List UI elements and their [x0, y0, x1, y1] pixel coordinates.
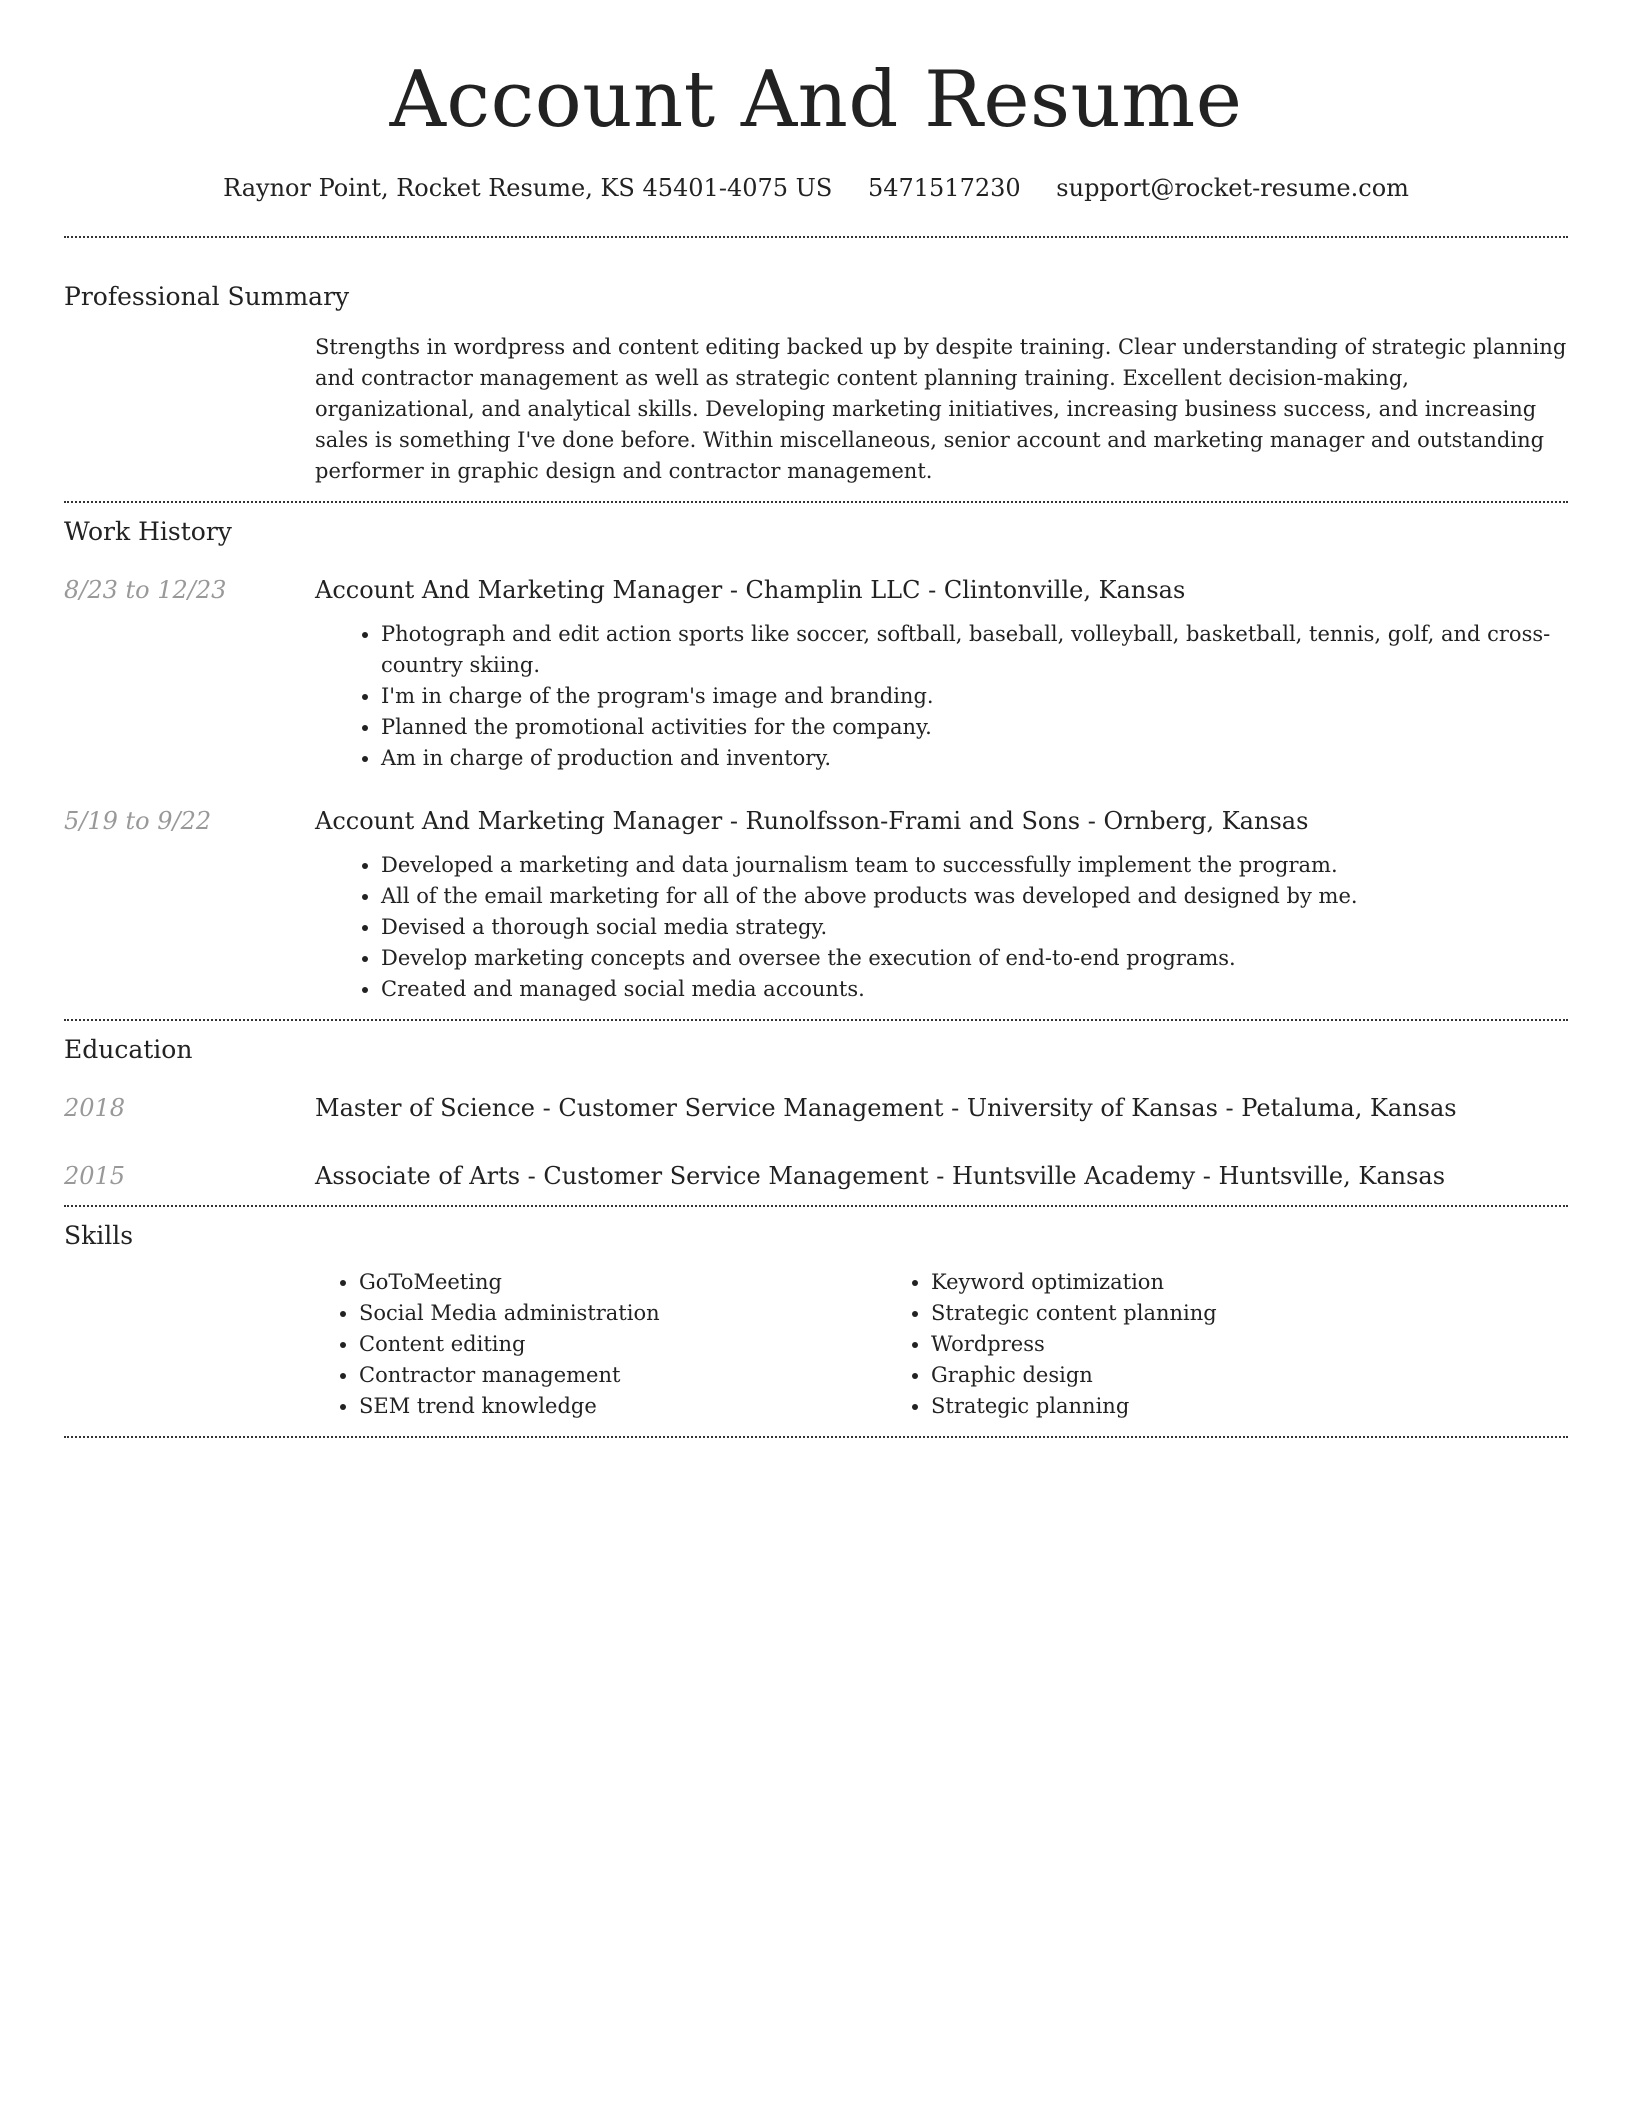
education-title: Education: [64, 1035, 193, 1064]
skill-item: • Contractor management: [359, 1360, 887, 1391]
job-bullet: • Created and managed social media accounts.: [381, 974, 1568, 1005]
job-bullet: • Devised a thorough social media strategy.: [381, 912, 1568, 943]
skill-item: • Strategic content planning: [931, 1298, 1487, 1329]
education-year: 2015: [64, 1162, 126, 1190]
education-degree: Associate of Arts - Customer Service Management: [315, 1162, 929, 1190]
divider: [64, 501, 1568, 503]
job-bullets: [359, 850, 1568, 1005]
contact-line: [64, 170, 1568, 206]
education-entry: [64, 1159, 1568, 1193]
work-history-title: Work History: [64, 517, 232, 546]
skill-item: • Social Media administration: [359, 1298, 887, 1329]
skill-item: • Keyword optimization: [931, 1267, 1487, 1298]
education-heading: [315, 1091, 1457, 1125]
skill-item: • Wordpress: [931, 1329, 1487, 1360]
education-year: 2018: [64, 1094, 126, 1122]
job-bullet: • All of the email marketing for all of the above products was developed and designed by me.: [381, 881, 1568, 912]
skills-column-right: [887, 1267, 1487, 1422]
contact-address: Raynor Point, Rocket Resume, KS 45401-4075 US: [223, 174, 833, 202]
education-school: - University of Kansas - Petaluma, Kansas: [943, 1094, 1457, 1122]
skill-item: • GoToMeeting: [359, 1267, 887, 1298]
job-entry: [64, 573, 1568, 774]
skills-column-left: [315, 1267, 887, 1422]
education-degree: Master of Science - Customer Service Management: [315, 1094, 944, 1122]
contact-email: support@rocket-resume.com: [1056, 174, 1409, 202]
job-heading: Account And Marketing Manager - Champlin LLC - Clintonville, Kansas: [315, 576, 1186, 604]
skill-item: • Strategic planning: [931, 1391, 1487, 1422]
skill-item: • SEM trend knowledge: [359, 1391, 887, 1422]
job-entry: [64, 804, 1568, 1005]
summary-text: Strengths in wordpress and content editing backed up by despite training. Clear understanding of strategic planning and contractor management as well as strategic content planning training. Excellent decision-making, organizational, and analytical skills. Developing marketing initiatives, increasing business success, and increasing sales is something I've done before. Within miscellaneous, senior account and marketing manager and outstanding performer in graphic design and contractor management.: [315, 335, 1567, 483]
job-heading: Account And Marketing Manager - Runolfsson-Frami and Sons - Ornberg, Kansas: [315, 807, 1309, 835]
divider: [64, 236, 1568, 238]
education-school: - Huntsville Academy - Huntsville, Kansas: [928, 1162, 1446, 1190]
job-bullet: • Developed a marketing and data journalism team to successfully implement the program.: [381, 850, 1568, 881]
divider: [64, 1019, 1568, 1021]
education-entry: [64, 1091, 1568, 1125]
job-dates: 8/23 to 12/23: [64, 576, 227, 604]
resume-name: Account And Resume: [389, 55, 1243, 145]
education-heading: [315, 1159, 1445, 1193]
summary-title: Professional Summary: [64, 282, 350, 311]
contact-phone: 5471517230: [867, 174, 1021, 202]
job-bullets: [359, 619, 1568, 774]
skill-item: • Graphic design: [931, 1360, 1487, 1391]
skills-list: [315, 1267, 1568, 1422]
skills-title: Skills: [64, 1221, 134, 1250]
job-bullet: • Am in charge of production and inventory.: [381, 743, 1568, 774]
divider: [64, 1436, 1568, 1438]
job-bullet: • Photograph and edit action sports like soccer, softball, baseball, volleyball, basketball, tennis, golf, and cross-country skiing.: [381, 619, 1568, 681]
job-dates: 5/19 to 9/22: [64, 807, 212, 835]
job-bullet: • Planned the promotional activities for the company.: [381, 712, 1568, 743]
skill-item: • Content editing: [359, 1329, 887, 1360]
divider: [64, 1205, 1568, 1207]
job-bullet: • Develop marketing concepts and oversee the execution of end-to-end programs.: [381, 943, 1568, 974]
job-bullet: • I'm in charge of the program's image and branding.: [381, 681, 1568, 712]
